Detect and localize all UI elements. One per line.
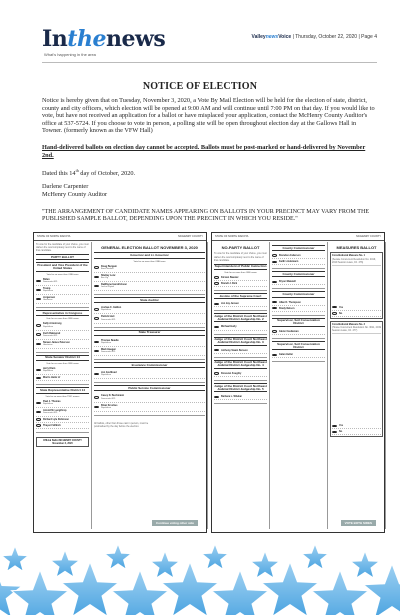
race-state-senator: State Senator District 14: [36, 355, 89, 361]
ballot-oval: [214, 372, 219, 374]
candidate-option[interactable]: [94, 264, 205, 273]
ballot-oval: [332, 425, 337, 427]
candidate-option[interactable]: [36, 295, 89, 304]
official-ballot-stamp: Official Ballot MCHENRY COUNTY November 3, 2020: [36, 437, 89, 447]
candidate-name: Steven James Peterson: [43, 340, 70, 344]
candidate-name: Doug Burgum: [101, 264, 117, 268]
race-insurance: Insurance Commissioner: [94, 362, 205, 368]
candidate-option[interactable]: [94, 282, 205, 291]
candidate-name: Arnold M. Lengthrop: [43, 408, 67, 412]
candidate-party: Ben Vig: [101, 276, 108, 279]
candidate-name: Casey D. Buchmann: [101, 394, 125, 398]
measure-2: Constitutional Measure No. 2 (House Concurrent Resolution No. 3011, 2019 Session Laws, Ch. 477) Yes No: [330, 321, 383, 437]
ballot-header-right: STATE OF NORTH DAKOTA MCHENRY COUNTY: [212, 233, 384, 241]
ballot-right-col2: [270, 242, 328, 529]
header-rule: [42, 62, 377, 63]
candidate-name: Allan D. Thompson: [279, 300, 301, 304]
candidate-party: Republican: [43, 402, 54, 405]
candidate-name: Biden: [43, 277, 50, 281]
measure-1: Constitutional Measure No. 1 (Senate Concurrent Resolution No. 4019, 2019 Session Laws, Ch. 476) Yes No: [330, 252, 383, 318]
candidate-name: Thomas Beadle: [101, 338, 119, 342]
race-president: President and Vice President of the United States: [37, 262, 88, 270]
ballot-oval: [36, 411, 41, 413]
candidate-name: Jorgensen: [43, 296, 56, 300]
race-superintendent: Superintendent of Public Instruction: [214, 264, 267, 269]
candidate-party: Republican: [101, 374, 112, 377]
candidate-option[interactable]: [272, 279, 325, 285]
candidate-name: Brian Kroshus: [101, 403, 118, 407]
ballot-oval: [94, 373, 99, 375]
candidate-option[interactable]: [36, 331, 89, 340]
race-commissioner-2: County Commissioner: [272, 271, 325, 277]
candidate-option[interactable]: [36, 286, 89, 295]
candidate-option[interactable]: [36, 277, 89, 286]
ballot-oval: [94, 406, 99, 408]
ballot-oval: [272, 301, 277, 303]
continue-voting-label: Continue voting other side: [152, 520, 198, 526]
measures-title: MEASURES BALLOT: [336, 244, 377, 250]
ballot-oval: [94, 285, 99, 287]
candidate-name: DuWayne Hendrickson: [101, 282, 127, 286]
ballot-oval: [36, 424, 41, 426]
star-shape: [202, 544, 229, 569]
ballot-oval: [94, 266, 99, 268]
candidate-option[interactable]: [214, 348, 267, 354]
ballot-oval: [332, 431, 337, 433]
candidate-option[interactable]: [36, 408, 89, 417]
candidate-party: Republican: [101, 341, 112, 344]
candidate-party: Republican: [101, 309, 112, 312]
race-psc: Public Service Commissioner: [94, 385, 205, 391]
star-shape: [112, 570, 169, 615]
candidate-name: Anthony Swain Benson: [221, 348, 248, 352]
ballot-instructions: To vote for the candidate of your choice, you must darken the oval completely next to the name of that candidate.: [36, 243, 89, 253]
race-soil-1: Supervisor, Soil Conservation District: [272, 318, 325, 327]
issue-info: ValleynewsVoice | Thursday, October 22, 2020 | Page 4: [251, 34, 377, 40]
ballot-oval: [36, 377, 41, 379]
candidate-name: Kelly Armstrong: [43, 322, 62, 326]
ballot-oval: [272, 330, 277, 332]
candidate-party: Republican: [43, 325, 54, 328]
signer-name: Darlene Carpenter: [42, 183, 89, 190]
candidate-name: Joshua C. Gallion: [101, 306, 122, 310]
ballot-oval: [94, 341, 99, 343]
candidate-option[interactable]: [36, 423, 89, 429]
candidate-party: Democratic-NPL: [101, 397, 116, 400]
race-justice: Justice of the Supreme Court: [214, 293, 267, 299]
candidate-party: Joshua Voytek: [101, 286, 115, 289]
candidate-option[interactable]: [36, 340, 89, 349]
candidate-name: Kirsten Baesler: [221, 275, 239, 279]
ballot-header: STATE OF NORTH DAKOTA MCHENRY COUNTY: [34, 233, 206, 241]
race-commissioner-1: County Commissioner: [272, 245, 325, 251]
ballot-oval: [36, 343, 41, 345]
candidate-party: Democratic-NPL: [101, 318, 116, 321]
candidate-name: Richard Lyle Robinson: [43, 418, 69, 421]
candidate-name: Jerry Klein: [43, 367, 56, 371]
ballot-oval: [36, 289, 41, 291]
candidate-party: Republican: [43, 370, 54, 373]
ballot-oval: [94, 317, 99, 319]
candidate-option[interactable]: [94, 305, 205, 314]
candidate-option[interactable]: [94, 314, 205, 323]
ballot-oval: [94, 276, 99, 278]
candidate-option[interactable]: [272, 352, 325, 358]
star-shape: [12, 570, 69, 615]
race-judge-5: Judge of the District Court Northeast Judicial District Judgeship No. 5: [214, 383, 267, 391]
candidate-party: Libertarian: [43, 343, 53, 346]
ballot-oval: [94, 396, 99, 398]
candidate-option[interactable]: [94, 393, 205, 402]
candidate-party: Republican: [101, 406, 112, 409]
dated-line: Dated this 14th day of October, 2020.: [42, 168, 136, 178]
candidate-party: Democratic-NPL: [43, 280, 58, 283]
candidate-party: Democratic-NPL: [101, 351, 116, 353]
candidate-party: Libertarian: [43, 299, 53, 302]
star-shape: [212, 570, 269, 615]
ballot-oval: [272, 254, 277, 256]
candidate-name: Michael Hurly: [221, 325, 237, 329]
candidate-option[interactable]: [214, 394, 267, 400]
star-shape: [2, 546, 29, 571]
candidate-option[interactable]: [94, 370, 205, 379]
candidate-option[interactable]: [94, 347, 205, 356]
race-governor: Governor and Lt. Governor: [94, 252, 205, 258]
candidate-party: Brent Sanford: [101, 267, 114, 270]
measure-2-no[interactable]: No: [332, 429, 381, 435]
ballot-oval: [272, 261, 277, 263]
candidate-option[interactable]: [272, 306, 325, 312]
ballot-oval: [332, 312, 337, 314]
measure-1-no[interactable]: No: [332, 311, 381, 317]
candidate-option[interactable]: [36, 366, 89, 375]
candidate-option[interactable]: [214, 324, 267, 330]
signer: [42, 183, 107, 198]
ballot-oval: [36, 369, 41, 371]
candidate-name: Shelley Lenz: [101, 273, 116, 277]
candidate-name: Zach Raknerud: [43, 331, 61, 335]
signer-title: McHenry County Auditor: [42, 190, 108, 198]
ballot-oval: [272, 281, 277, 283]
ballot-oval: [36, 280, 41, 282]
candidate-option[interactable]: [272, 259, 325, 265]
ballot-oval: [36, 324, 41, 326]
race-commissioner-3: County Commissioner: [272, 291, 325, 297]
measure-1-yes[interactable]: Yes: [332, 305, 381, 311]
candidate-name: Paul J. Thomas: [43, 399, 61, 403]
candidate-name: Barbara L. Whelan: [221, 395, 242, 399]
no-party-ballot: [211, 232, 385, 533]
ballot-oval: [272, 354, 277, 356]
race-judge-4: Judge of the District Court Northeast Judicial District Judgeship No. 4: [214, 360, 267, 368]
candidate-party: Democratic-NPL: [43, 334, 58, 337]
candidate-name: Galen Heller: [279, 353, 293, 357]
ballot-oval: [214, 303, 219, 305]
newspaper-logo: Inthenews: [42, 26, 166, 52]
ballot-oval: [214, 276, 219, 278]
candidate-name: Patrick Hart: [101, 315, 115, 319]
ballot-left-col2: GENERAL ELECTION BALLOT NOVEMBER 3, 2020 Governor and Lt. Governor Vote for no more than ONE team Doug Burgum Brent Sanford Shelley Lenz Ben Vig DuWayne Hendrickson Joshua Voytek State Auditor Joshua C. Gallion Republican Patrick Hart Democratic-NPL State Treasurer Thomas Beadle Republican Mark Haugen Democratic-NPL Insurance Commissioner Jon Godfread Republican Public Service Commissioner Casey D. Buchmann Democratic-NPL Brian Kroshus Republican All ballots, other than those cast in person, must be postmarked by the day before the election.: [92, 242, 208, 529]
ballot-oval: [36, 402, 41, 404]
candidate-name: Brandt J. Dick: [221, 281, 238, 285]
candidate-party: Democratic-NPL: [43, 411, 58, 414]
arrangement-note: "THE ARRANGEMENT OF CANDIDATE NAMES APPEARING ON BALLOTS IN YOUR PRECINCT MAY VARY FROM THE PUBLISHED SAMPLE BALLOT, DEPENDING UPON THE PRECINCT IN WHICH YOU RESIDE.": [42, 209, 370, 223]
ballot-oval: [214, 349, 219, 351]
candidate-name: Keith Lindemann: [279, 260, 299, 264]
candidate-option[interactable]: [94, 403, 205, 412]
candidate-name: Jon Godfread: [101, 371, 117, 375]
general-election-ballot: [33, 232, 207, 533]
race-judge-3: Judge of the District Court Northeast Judicial District Judgeship No. 3: [214, 337, 267, 345]
candidate-name: Bryon Maxwell: [279, 280, 296, 284]
star-shape: [312, 570, 369, 615]
ballot-oval: [214, 282, 219, 284]
ballot-footer-note: All ballots, other than those cast in person, must be postmarked by the day before the election.: [94, 421, 149, 428]
candidate-name: Mark Haugen: [101, 347, 117, 351]
ballot-oval: [214, 396, 219, 398]
ballot-title: GENERAL ELECTION BALLOT NOVEMBER 3, 2020: [101, 244, 198, 250]
candidate-option[interactable]: [36, 399, 89, 408]
candidate-name: Brendon Anderson: [279, 254, 301, 258]
star-shape: [302, 544, 329, 569]
race-treasurer: State Treasurer: [94, 330, 205, 336]
vote-both-sides-label: VOTE BOTH SIDES: [341, 520, 376, 526]
ballot-right-col1: NO-PARTY BALLOT To vote for the candidate of your choice, you must darken the oval completely next to the name of that candidate. Superintendent of Public Instruction Vote for no more than ONE name Kirsten Baesler Brandt J. Dick Justice of the Supreme Court Jon Jay Jensen Judge of the District Court Northeast Judicial District Judgeship No. 2 Michael Hurly Judge of the District Court Northeast Judicial District Judgeship No. 3 Anthony Swain Benson Judge of the District Court Northeast Judicial District Judgeship No. 4 Donovan Foughty Judge of the District Court Northeast Judicial District Judgeship No. 5 Barbara L. Whelan: [212, 242, 270, 529]
no-party-title: NO-PARTY BALLOT: [221, 244, 260, 250]
masthead: [42, 26, 377, 58]
candidate-option[interactable]: [94, 273, 205, 282]
race-auditor: State Auditor: [94, 297, 205, 303]
candidate-option[interactable]: [94, 338, 205, 347]
ballot-right-col3: [328, 242, 386, 529]
notice-title: NOTICE OF ELECTION: [142, 81, 258, 92]
race-soil-2: Supervisor, Soil Conservation District: [272, 341, 325, 350]
candidate-name: Donovan Foughty: [221, 372, 242, 375]
star-shape: [251, 551, 280, 578]
candidate-name: Glenn Castleman: [279, 329, 299, 333]
star-shape: [105, 544, 132, 569]
ballot-oval: [272, 307, 277, 309]
candidate-name: Brady Nelson: [279, 306, 295, 310]
ballot-oval: [332, 306, 337, 308]
race-judge-2: Judge of the District Court Northeast Judicial District Judgeship No. 2: [214, 313, 267, 321]
candidate-option[interactable]: [272, 329, 325, 335]
star-shape: [151, 551, 180, 578]
race-rep-congress: Representative in Congress: [36, 310, 89, 316]
candidate-option[interactable]: [214, 371, 267, 377]
candidate-option[interactable]: [36, 375, 89, 381]
star-shape: [51, 550, 80, 577]
star-banner: [0, 540, 400, 615]
ballot-oval: [36, 298, 41, 300]
ballot-oval: [36, 418, 41, 420]
candidate-option[interactable]: [214, 301, 267, 307]
notice-body: Notice is hereby given that on Tuesday, November 3, 2020, a Vote By Mail Election will be held for the election of state, district, county and city officers, which election will be opened at 9:00 AM and will continue until 7:00 PM on that day. If you would like to vote, but have not received an application for a ballot or have misplaced your application, contact the McHenry County Auditor's office at 537-5724. If you choose to vote in person, a polling site will be open throughout election day at the Gallows Hall in Towner. (formerly known as the VFW Hall): [42, 97, 375, 135]
ballot-oval: [36, 333, 41, 335]
tagline: What's happening in the area: [44, 52, 96, 57]
candidate-name: Morris Heinz Jr: [43, 376, 61, 380]
star-shape: [351, 551, 380, 578]
candidate-option[interactable]: [214, 281, 267, 287]
ballot-oval: [94, 350, 99, 352]
ballot-oval: [214, 326, 219, 328]
party-ballot-title: PARTY BALLOT: [36, 254, 89, 260]
race-state-rep: State Representative District 14: [36, 387, 89, 393]
ballot-left-col1: To vote for the candidate of your choice, you must darken the oval completely next to the name of that candidate. PARTY BALLOT President and Vice President of the United States Vote for no more than ONE team Biden Democratic-NPL Trump Republican Jorgensen Libertarian Representative in Congress Vote for no more than ONE name Kelly Armstrong Republican Zach Raknerud Democratic-NPL Steven James Peterson Libertarian State Senator District 14 Vote for no more than ONE name Jerry Klein Republican Morris Heinz Jr State Representative District 14 Vote for no more than TWO names Paul J. Thomas Republican Arnold M. Lengthrop Democratic-NPL Richard Lyle Robinson Thayer Fidhlich Official Ballot MCHENRY COUNTY November 3, 2020: [34, 242, 92, 529]
candidate-name: Thayer Fidhlich: [43, 424, 61, 428]
candidate-party: Republican: [43, 289, 54, 292]
candidate-name: Jon Jay Jensen: [221, 302, 239, 306]
handdelivered-note: Hand-delivered ballots on election day cannot be accepted. Ballots must be post-marked or hand-delivered by November 2nd.: [42, 144, 366, 159]
candidate-name: Trump: [43, 286, 51, 290]
candidate-option[interactable]: [36, 321, 89, 330]
ballot-oval: [94, 308, 99, 310]
measure-2-yes[interactable]: Yes: [332, 423, 381, 429]
